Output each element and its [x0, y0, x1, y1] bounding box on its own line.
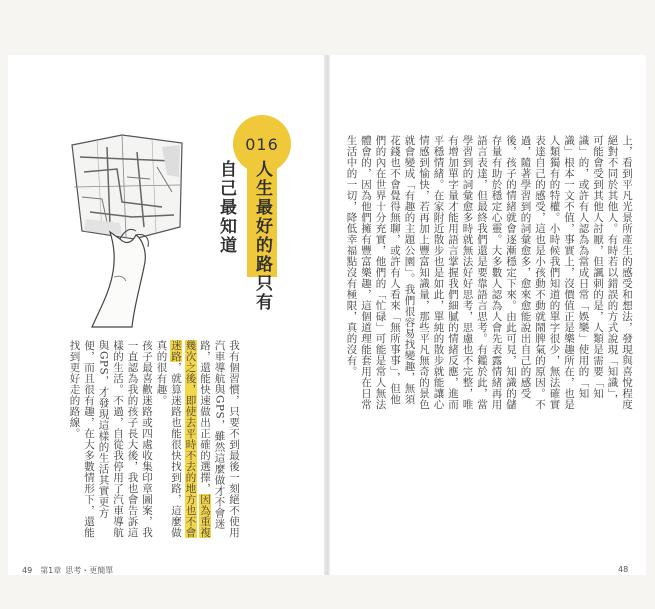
paragraph-1: 我有個習慣，只要不到最後一刻絕不使用汽車導航與GPS，雖然這麼做才不會迷路，還能快速做出正確的選擇，: [199, 340, 240, 538]
left-footer: [22, 565, 113, 576]
right-page-number: 48: [618, 565, 629, 574]
section-title: 人生最好的路只有自己最知道: [216, 160, 272, 312]
left-page-number: 49: [22, 566, 33, 575]
chapter-label: 第1章: [40, 566, 62, 575]
highlighted-sentence: 因為重複幾次之後，即使去平時不去的地方也不會迷路: [170, 340, 211, 538]
map-illustration: [62, 127, 192, 327]
chapter-title: 思考・更簡單: [65, 566, 114, 575]
left-page-body: [36, 340, 241, 540]
right-page-body: 上，看到平凡光景所產生的感受和想法，發現與喜悅程度絕對不同於其他人。有時若以錯誤的方式說現「知識」，可能會受到其他人討厭，但諷刺的是，人類是需要「知識」的，或許有人認為為當成日常「娛樂」使用的「知識」根本一文不值，事實上，沒價值正是樂趣所在，也是人類獨有的特權。小時候我們知道的單字很少，無法確實表達自己的感受，這也是小孩動不動就鬧脾氣的原因。不過，隨著學習到的詞彙愈多，愈來愈能說出自己的感受後，孩子的情緒就會逐漸穩定下來。由此可見，知識的儲存量有助於穩定心靈。大多數人認為人會先表露情緒再用語言表達，但最終我們還是要靠語言思考。有鑑於此，當學習到的詞彙愈多時就無法好好思考，思慮也不完整，唯有增加單字量才能用語言掌握我們細膩的情緒反應，進而平穩情緒。在家附近散步也是如此，單純的散步就能讓心情感到愉快，若再加上豐富知識量，那些平凡無奇的景色就會變成「有趣的主題公園」。我們很容易找變趣，無須花錢也不會覺得無聊，或許有人看來「無所事事」，但他們的內在世界十分充實，他們的「忙碌」可能是常人無法體會的，因為他們擁有豐富樂趣，這個道理能套用在日常生活中的一切，降低幸福點沒有極限，真的沒有。: [345, 135, 633, 410]
paragraph-1-end: ，就算迷路也能很快找到路，這麼做真的很有趣。: [155, 340, 182, 538]
book-gutter: [324, 55, 330, 575]
paragraph-2: 孩子最喜歡迷路或四處收集印章圖案，我一直認為我的孩子長大後，我也會告訴這樣的生活。不過，自從我停用了汽車導航與GPS，才發現這樣的生活其實更方便，而且很有趣，在大多數情形下，還能找到更好走的路線。: [68, 340, 153, 538]
section-number: 016: [245, 134, 279, 154]
